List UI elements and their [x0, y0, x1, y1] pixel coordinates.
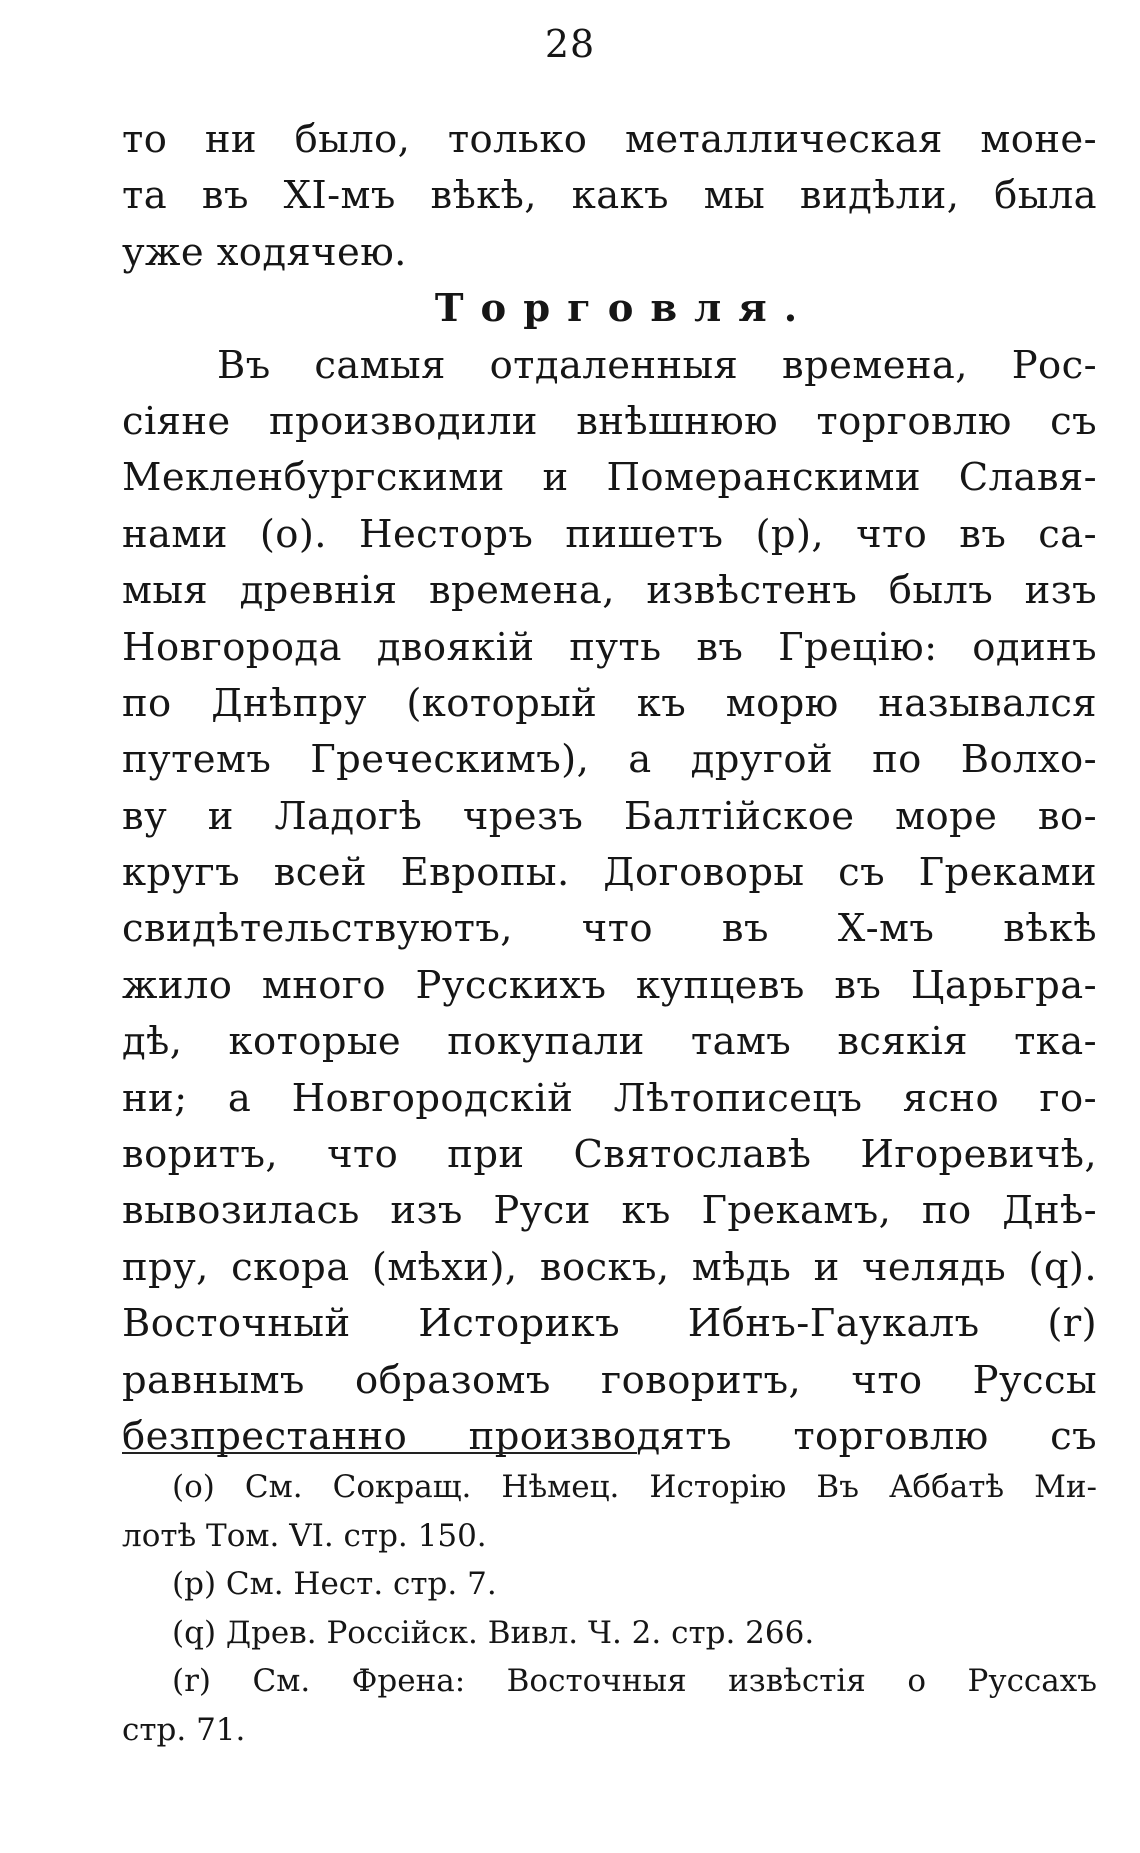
footnotes — [122, 1463, 1097, 1755]
text-line: уже ходячею. — [122, 229, 407, 275]
footnote-o-continued: лотѣ Том. VI. стр. 150. — [122, 1517, 487, 1554]
text-line: по Днѣпру (который къ морю назывался — [122, 680, 1097, 726]
text-line: Восточный Историкъ Ибнъ-Гаукалъ (r) — [122, 1301, 1097, 1347]
section-heading: Торговля. — [434, 286, 815, 332]
page-number: 28 — [544, 22, 596, 66]
text-line: ни; а Новгородскій Лѣтописецъ ясно го- — [122, 1075, 1097, 1121]
text-line: равнымъ образомъ говоритъ, что Руссы — [122, 1357, 1097, 1403]
text-line: жило много Русскихъ купцевъ въ Царьгра- — [122, 962, 1097, 1008]
footnote-divider — [122, 1452, 637, 1454]
text-line: воритъ, что при Святославѣ Игоревичѣ, — [122, 1132, 1097, 1178]
text-line: Мекленбургскими и Померанскими Славя- — [122, 455, 1097, 501]
text-line: дѣ, которые покупали тамъ всякія тка- — [122, 1019, 1097, 1065]
text-line: кругъ всей Европы. Договоры съ Греками — [122, 850, 1097, 896]
text-line: мыя древнія времена, извѣстенъ былъ изъ — [122, 568, 1097, 614]
text-line: та въ XI-мъ вѣкѣ, какъ мы видѣли, была — [122, 173, 1097, 219]
footnote-r: (r) См. Френа: Восточныя извѣстія о Руссахъ — [172, 1663, 1097, 1700]
text-line: то ни было, только металлическая моне- — [122, 117, 1097, 162]
text-line: вывозилась изъ Руси къ Грекамъ, по Днѣ- — [122, 1188, 1097, 1234]
text-line: пру, скора (мѣхи), воскъ, мѣдь и челядь (q). — [122, 1244, 1097, 1290]
footnote-r-continued: стр. 71. — [122, 1711, 246, 1748]
text-line: сіяне производили внѣшнюю торговлю съ — [122, 398, 1097, 444]
text-line: Новгорода двоякій путь въ Грецію: одинъ — [122, 624, 1097, 670]
text-line: безпрестанно производятъ торговлю съ — [122, 1413, 1097, 1459]
footnote-o: (о) См. Сокращ. Нѣмец. Исторію Въ Аббатѣ Ми- — [172, 1469, 1097, 1505]
text-line: нами (о). Несторъ пишетъ (р), что въ са- — [122, 511, 1097, 557]
text-line: Въ самыя отдаленныя времена, Рос- — [217, 342, 1097, 388]
text-line: ву и Ладогѣ чрезъ Балтійское море во- — [122, 793, 1097, 839]
text-line: путемъ Греческимъ), а другой по Волхо- — [122, 737, 1097, 783]
text-line: свидѣтельствуютъ, что въ Х-мъ вѣкѣ — [122, 906, 1097, 952]
body-text — [122, 112, 1097, 1465]
footnote-q: (q) Древ. Россійск. Вивл. Ч. 2. стр. 266. — [172, 1614, 815, 1651]
footnote-p: (р) См. Нест. стр. 7. — [172, 1566, 497, 1603]
